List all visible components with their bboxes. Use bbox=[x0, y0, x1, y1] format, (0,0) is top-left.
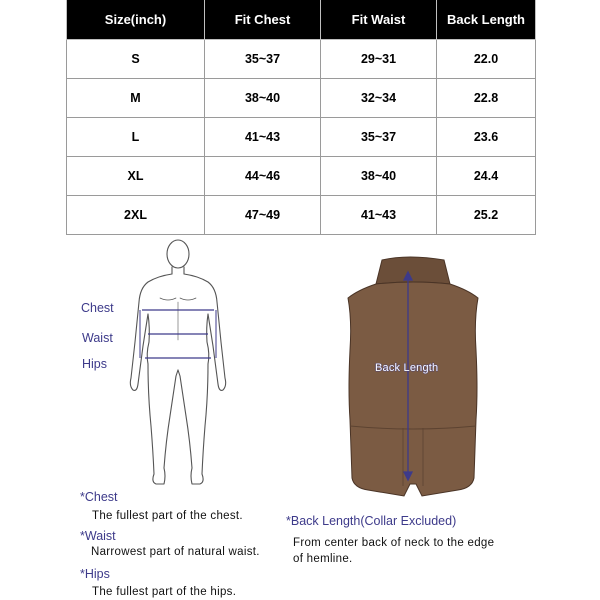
back-length-def-text-1: From center back of neck to the edge bbox=[293, 537, 495, 549]
cell-back-length: 23.6 bbox=[437, 118, 536, 157]
hips-label: Hips bbox=[82, 357, 108, 371]
cell-back-length: 22.0 bbox=[437, 40, 536, 79]
waist-def-title: *Waist bbox=[80, 529, 116, 543]
cell-waist: 35~37 bbox=[321, 118, 437, 157]
cell-waist: 38~40 bbox=[321, 157, 437, 196]
cell-size: S bbox=[67, 40, 205, 79]
back-length-label: Back Length bbox=[375, 362, 439, 374]
cell-size: XL bbox=[67, 157, 205, 196]
cell-size: 2XL bbox=[67, 196, 205, 235]
header-size: Size(inch) bbox=[67, 0, 205, 40]
waist-def-text: Narrowest part of natural waist. bbox=[91, 546, 260, 558]
table-row bbox=[67, 40, 536, 79]
cell-size: M bbox=[67, 79, 205, 118]
back-length-def-text-2: of hemline. bbox=[293, 553, 353, 565]
table-row bbox=[67, 157, 536, 196]
size-chart-table bbox=[66, 0, 536, 235]
table-row bbox=[67, 196, 536, 235]
cell-chest: 38~40 bbox=[205, 79, 321, 118]
cell-waist: 32~34 bbox=[321, 79, 437, 118]
cell-chest: 41~43 bbox=[205, 118, 321, 157]
header-back-length: Back Length bbox=[437, 0, 536, 40]
header-fit-chest: Fit Chest bbox=[205, 0, 321, 40]
table-row bbox=[67, 118, 536, 157]
chest-def-title: *Chest bbox=[80, 490, 118, 504]
hips-def-title: *Hips bbox=[80, 567, 110, 581]
cell-waist: 29~31 bbox=[321, 40, 437, 79]
cell-size: L bbox=[67, 118, 205, 157]
hips-def-text: The fullest part of the hips. bbox=[92, 586, 237, 598]
cell-back-length: 24.4 bbox=[437, 157, 536, 196]
body-outline-icon bbox=[118, 236, 238, 496]
vest-back-icon bbox=[338, 250, 488, 508]
cell-chest: 44~46 bbox=[205, 157, 321, 196]
header-fit-waist: Fit Waist bbox=[321, 0, 437, 40]
chest-def-text: The fullest part of the chest. bbox=[92, 510, 243, 522]
table-header-row bbox=[67, 0, 536, 40]
chest-label: Chest bbox=[81, 301, 114, 315]
cell-waist: 41~43 bbox=[321, 196, 437, 235]
cell-chest: 35~37 bbox=[205, 40, 321, 79]
cell-back-length: 22.8 bbox=[437, 79, 536, 118]
cell-chest: 47~49 bbox=[205, 196, 321, 235]
table-row bbox=[67, 79, 536, 118]
waist-label: Waist bbox=[82, 331, 113, 345]
back-length-def-title: *Back Length(Collar Excluded) bbox=[286, 514, 457, 528]
cell-back-length: 25.2 bbox=[437, 196, 536, 235]
